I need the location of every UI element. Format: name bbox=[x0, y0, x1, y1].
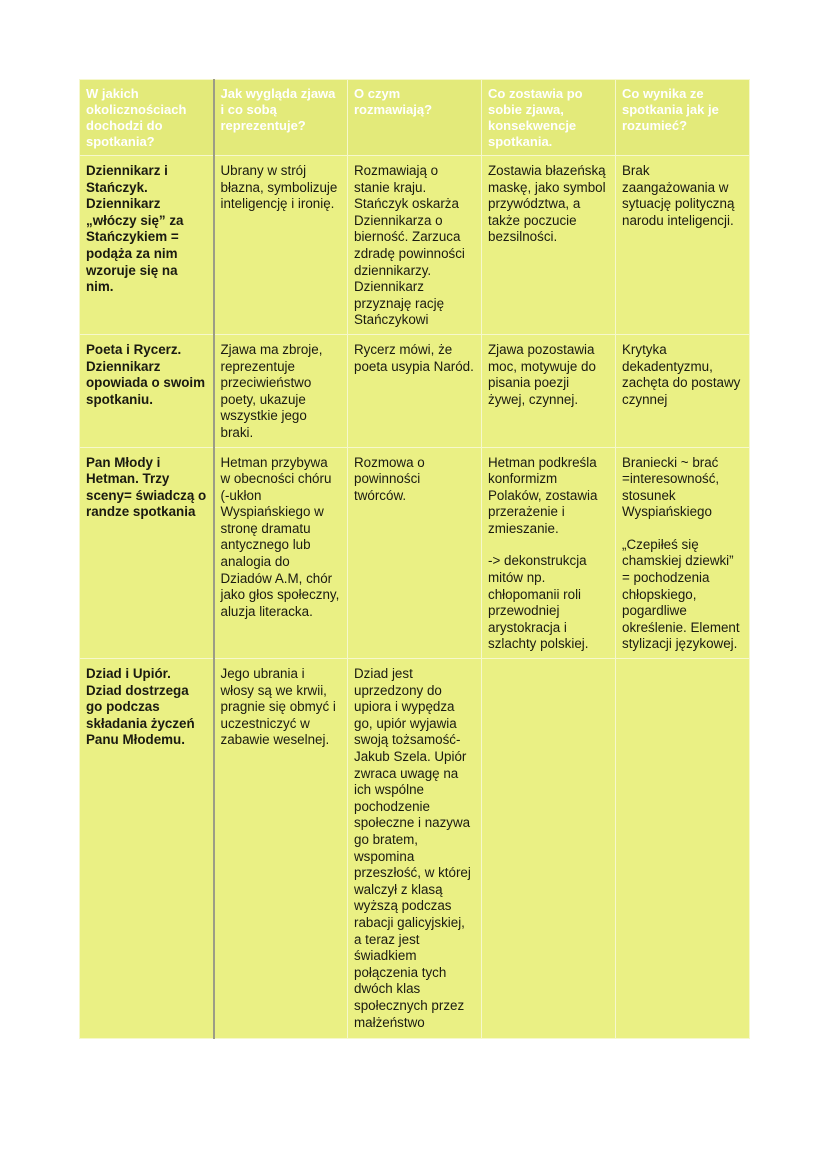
table-cell-apparition: Jego ubrania i włosy są we krwii, pragnie się obmyć i uczestniczyć w zabawie weselnej. bbox=[214, 659, 348, 1039]
table-row bbox=[80, 659, 750, 1039]
consequences-paragraph-2: -> dekonstrukcja mitów np. chłopomanii roli przewodniej arystokracja i szlachty polskiej. bbox=[488, 553, 589, 652]
notes-table-container bbox=[79, 79, 749, 1039]
table-cell-apparition: Hetman przybywa w obecności chóru (-ukłon Wyspiańskiego w stronę dramatu antycznego lub analogia do Dziadów A.M, chór jako głos społeczny, aluzja literacka. bbox=[214, 447, 348, 659]
table-row bbox=[80, 447, 750, 659]
header-consequences: Co zostawia po sobie zjawa, konsekwencje spotkania. bbox=[482, 80, 616, 156]
table-cell-conversation: Rycerz mówi, że poeta usypia Naród. bbox=[348, 334, 482, 447]
header-circumstances: W jakich okolicznościach dochodzi do spotkania? bbox=[80, 80, 214, 156]
table-cell-meaning bbox=[616, 659, 750, 1039]
consequences-paragraph-1: Hetman podkreśla konformizm Polaków, zostawia przerażenie i zmieszanie. bbox=[488, 454, 598, 536]
table-cell-conversation: Rozmawiają o stanie kraju. Stańczyk oskarża Dziennikarza o bierność. Zarzuca zdradę powinności dziennikarzy. Dziennikarz przyznaję rację Stańczykowi bbox=[348, 156, 482, 335]
table-cell-meaning bbox=[616, 447, 750, 659]
table-cell-conversation: Dziad jest uprzedzony do upiora i wypędza go, upiór wyjawia swoją tożsamość- Jakub Szela. Upiór zwraca uwagę na ich wspólne pochodzenie społeczne i nazywa go bratem, wspomina przeszłość, w której walczył z klasą wyższą podczas rabacji galicyjskiej, a teraz jest świadkiem połączenia tych dwóch klas społecznych przez małżeństwo bbox=[348, 659, 482, 1039]
table-cell-circumstances: Dziennikarz i Stańczyk. Dziennikarz „włóczy się” za Stańczykiem = podąża za nim wzoruje się na nim. bbox=[80, 156, 214, 335]
table-cell-conversation: Rozmowa o powinności twórców. bbox=[348, 447, 482, 659]
table-cell-consequences bbox=[482, 447, 616, 659]
paragraph-gap bbox=[488, 537, 609, 553]
table-cell-consequences: Zjawa pozostawia moc, motywuje do pisania poezji żywej, czynnej. bbox=[482, 334, 616, 447]
header-conversation: O czym rozmawiają? bbox=[348, 80, 482, 156]
table-cell-circumstances: Dziad i Upiór. Dziad dostrzega go podczas składania życzeń Panu Młodemu. bbox=[80, 659, 214, 1039]
comparison-table bbox=[79, 79, 750, 1039]
table-cell-apparition: Zjawa ma zbroje, reprezentuje przeciwieństwo poety, ukazuje wszystkie jego braki. bbox=[214, 334, 348, 447]
table-cell-consequences: Zostawia błazeńską maskę, jako symbol przywództwa, a także poczucie bezsilności. bbox=[482, 156, 616, 335]
table-cell-meaning: Brak zaangażowania w sytuację polityczną narodu inteligencji. bbox=[616, 156, 750, 335]
meaning-paragraph-1: Braniecki ~ brać =interesowność, stosunek Wyspiańskiego bbox=[622, 454, 720, 520]
table-cell-consequences bbox=[482, 659, 616, 1039]
table-row bbox=[80, 156, 750, 335]
meaning-paragraph-2: „Czepiłeś się chamskiej dziewki” = pochodzenia chłopskiego, pogardliwe określenie. Element stylizacji językowej. bbox=[622, 536, 740, 652]
table-cell-meaning: Krytyka dekadentyzmu, zachęta do postawy czynnej bbox=[616, 334, 750, 447]
paragraph-gap bbox=[622, 521, 743, 537]
table-cell-circumstances: Poeta i Rycerz. Dziennikarz opowiada o swoim spotkaniu. bbox=[80, 334, 214, 447]
table-header-row bbox=[80, 80, 750, 156]
table-cell-circumstances: Pan Młody i Hetman. Trzy sceny= świadczą o randze spotkania bbox=[80, 447, 214, 659]
table-row bbox=[80, 334, 750, 447]
table-cell-apparition: Ubrany w strój błazna, symbolizuje inteligencję i ironię. bbox=[214, 156, 348, 335]
header-apparition: Jak wygląda zjawa i co sobą reprezentuje? bbox=[214, 80, 348, 156]
header-meaning: Co wynika ze spotkania jak je rozumieć? bbox=[616, 80, 750, 156]
